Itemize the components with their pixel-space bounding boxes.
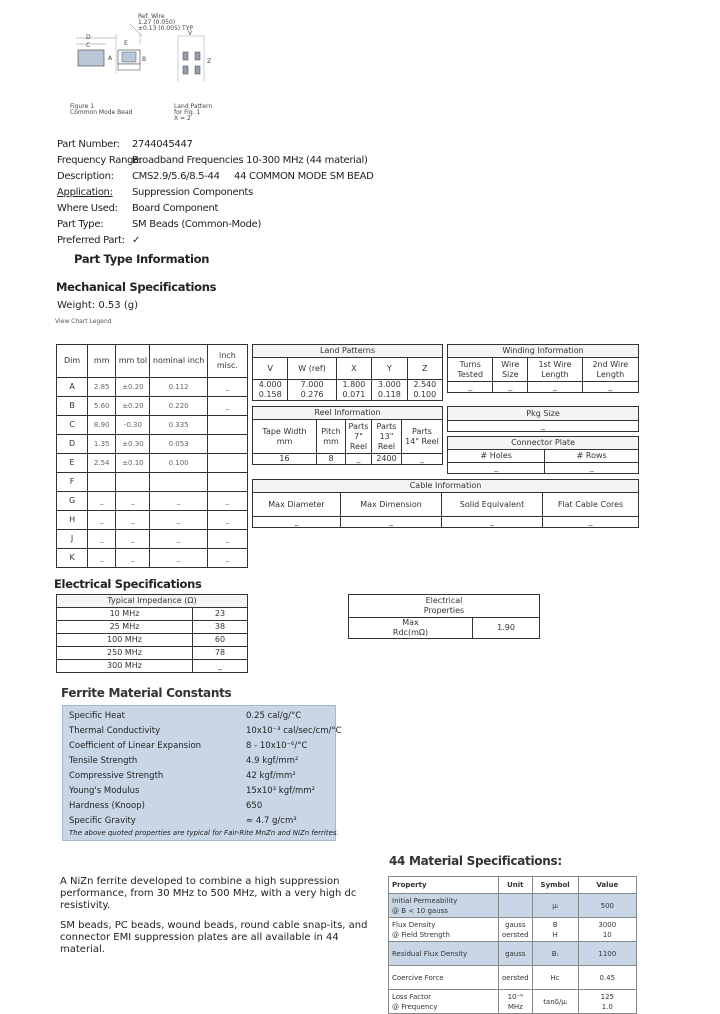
ferrite-property-value: 15x10³ kgf/mm² [246, 786, 315, 796]
material-symbol [532, 942, 578, 966]
reel-header-pitch: Pitch mm [317, 420, 346, 454]
preferred-part-label: Preferred Part: [57, 235, 125, 246]
reel-info-title: Reel Information [253, 407, 443, 420]
dim-header-inch-misc: inch misc. [207, 345, 247, 378]
connector-cell: _ [545, 463, 639, 474]
winding-header-turns: Turns Tested [448, 358, 493, 382]
material-symbol-line: μᵢ [552, 901, 558, 910]
mat-header-value: Value [578, 877, 636, 894]
mat-header-unit: Unit [499, 877, 533, 894]
mat-header-symbol: Symbol [532, 877, 578, 894]
material-unit-line: gauss [505, 949, 526, 958]
connector-cell: _ [448, 463, 545, 474]
dim-cell: -0.30 [116, 416, 150, 435]
material-unit-line: gauss [505, 920, 526, 929]
ferrite-property-value: 650 [246, 801, 263, 811]
material-unit-line: 10⁻⁶ [507, 992, 524, 1001]
ferrite-property-label: Thermal Conductivity [69, 726, 161, 736]
dim-row [57, 511, 248, 530]
connector-plate-title: Connector Plate [448, 437, 639, 450]
dim-cell: _ [207, 549, 247, 568]
material-value [578, 894, 636, 918]
material-symbol [532, 990, 578, 1014]
winding-header-1st-wire: 1st Wire Length [528, 358, 583, 382]
material-44-table [388, 876, 637, 1014]
material-symbol [532, 918, 578, 942]
dim-cell: _ [150, 492, 207, 511]
cable-cell: _ [253, 517, 341, 528]
impedance-frequency: 300 MHz [57, 660, 193, 673]
dim-cell [207, 435, 247, 454]
impedance-value: 23 [193, 608, 248, 621]
dim-cell: _ [116, 511, 150, 530]
ferrite-property-label: Compressive Strength [69, 771, 164, 781]
material-property [389, 918, 499, 942]
dim-cell: _ [88, 549, 116, 568]
land-header-y: Y [372, 358, 407, 380]
impedance-value: 78 [193, 647, 248, 660]
material-symbol-line: tanδ/μᵢ [543, 997, 568, 1006]
dim-cell: ±0.20 [116, 378, 150, 397]
winding-cell: _ [528, 382, 583, 393]
dim-cell: 0.220 [150, 397, 207, 416]
material-value-line: 10 [602, 930, 612, 939]
dim-row [57, 492, 248, 511]
figure-label-b: B [142, 56, 147, 63]
material-symbol [532, 894, 578, 918]
preferred-part-check-icon: ✓ [132, 235, 141, 246]
figure-caption-right-line3: X = 2 [174, 115, 191, 122]
dim-cell: _ [116, 549, 150, 568]
material-symbol-line: Bᵣ [551, 949, 559, 958]
figure-caption-right-line2: for Fig. 1 [174, 109, 201, 116]
dim-cell [88, 473, 116, 492]
dim-letter: A [57, 378, 88, 397]
material-row [389, 894, 637, 918]
nizn-description-paragraph: A NiZn ferrite developed to combine a high suppression performance, from 30 MHz to 500 MHz, with a very high dc resistivity. [60, 876, 357, 911]
reel-header-13in: Parts 13" Reel [372, 420, 402, 454]
winding-header-wire-size: Wire Size [493, 358, 528, 382]
impedance-table [56, 594, 248, 673]
dim-row [57, 549, 248, 568]
impedance-row [57, 634, 248, 647]
ferrite-property-value: ≈ 4.7 g/cm³ [246, 816, 297, 826]
impedance-row [57, 621, 248, 634]
land-patterns-title: Land Patterns [253, 345, 443, 358]
dim-cell: 2.85 [88, 378, 116, 397]
mechanical-heading: Mechanical Specifications [56, 280, 217, 294]
material-unit-line: oersted [502, 973, 529, 982]
cable-cell: _ [341, 517, 442, 528]
ferrite-note: The above quoted properties are typical for Fair-Rite MnZn and NiZn ferrites. [69, 829, 339, 837]
material-value-line: 1.0 [601, 1002, 613, 1011]
dim-letter: J [57, 530, 88, 549]
dim-cell: 1.35 [88, 435, 116, 454]
dim-cell: _ [88, 511, 116, 530]
max-rdc-value: 1.90 [473, 618, 540, 639]
dim-cell: _ [150, 530, 207, 549]
land-cell: 1.800 0.071 [336, 380, 371, 401]
figure-label-ref-wire: Ref. Wire [138, 13, 165, 20]
ferrite-property-value: 4.9 kgf/mm² [246, 756, 299, 766]
material-property [389, 894, 499, 918]
impedance-frequency: 100 MHz [57, 634, 193, 647]
part-type-label: Part Type: [57, 219, 104, 230]
material-value-line: 500 [600, 901, 614, 910]
dim-cell [116, 473, 150, 492]
material-table-clip [388, 876, 637, 1011]
weight-text: Weight: 0.53 (g) [57, 300, 138, 311]
figure-label-wire-tol: ±0.13 (0.005) TYP [138, 25, 194, 32]
dim-cell: 5.60 [88, 397, 116, 416]
part-number-label: Part Number: [57, 139, 120, 150]
dim-letter: F [57, 473, 88, 492]
figure-label-wire-width: 1.27 (0.050) [138, 19, 176, 26]
material-property-line: Residual Flux Density [392, 949, 468, 958]
material-property-line: Loss Factor [392, 992, 432, 1001]
dim-row [57, 473, 248, 492]
frequency-range-value: Broadband Frequencies 10-300 MHz (44 material) [132, 155, 368, 166]
material-value [578, 966, 636, 990]
figure-label-z: Z [207, 58, 212, 65]
dim-letter: D [57, 435, 88, 454]
dim-header-dim: Dim [57, 345, 88, 378]
land-header-z: Z [407, 358, 442, 380]
material-row [389, 990, 637, 1014]
dim-letter: E [57, 454, 88, 473]
cable-cell: _ [543, 517, 639, 528]
impedance-row [57, 660, 248, 673]
ferrite-property-label: Tensile Strength [69, 756, 138, 766]
connector-plate-table [447, 436, 639, 474]
part-number-value: 2744045447 [132, 139, 193, 150]
where-used-value: Board Component [132, 203, 219, 214]
material-property [389, 966, 499, 990]
material-value-line: 3000 [598, 920, 617, 929]
dim-cell: _ [207, 511, 247, 530]
material-unit [499, 918, 533, 942]
cable-cell: _ [442, 517, 543, 528]
where-used-label: Where Used: [57, 203, 118, 214]
material-unit [499, 966, 533, 990]
electrical-properties-table [348, 594, 540, 639]
impedance-frequency: 250 MHz [57, 647, 193, 660]
winding-header-2nd-wire: 2nd Wire Length [582, 358, 638, 382]
material-value-line: 125 [600, 992, 614, 1001]
max-rdc-label [349, 618, 473, 639]
reel-cell: 16 [253, 454, 317, 465]
dim-letter: H [57, 511, 88, 530]
cable-header-solid-equivalent: Solid Equivalent [442, 493, 543, 517]
impedance-title: Typical Impedance (Ω) [57, 595, 248, 608]
dim-cell [207, 416, 247, 435]
ferrite-property-label: Specific Gravity [69, 816, 136, 826]
dim-row [57, 416, 248, 435]
land-header-v: V [253, 358, 288, 380]
dim-cell [150, 473, 207, 492]
ferrite-property-label: Young's Modulus [69, 786, 140, 796]
dim-cell: 0.335 [150, 416, 207, 435]
cable-header-max-dimension: Max Dimension [341, 493, 442, 517]
figure-caption-right [174, 104, 212, 122]
dim-cell [207, 473, 247, 492]
dim-cell: _ [207, 378, 247, 397]
material-property-line: Coercive Force [392, 973, 444, 982]
reel-header-14in: Parts 14" Reel [402, 420, 443, 454]
electrical-properties-title-text: Electrical Properties [423, 596, 465, 615]
winding-info-title: Winding Information [448, 345, 639, 358]
view-chart-legend-link[interactable]: View Chart Legend [55, 318, 112, 325]
winding-cell: _ [448, 382, 493, 393]
impedance-row [57, 647, 248, 660]
winding-info-table [447, 344, 639, 393]
dim-cell: ±0.20 [116, 397, 150, 416]
material-property-line: @ Field Strength [392, 930, 450, 939]
reel-cell: 2400 [372, 454, 402, 465]
dim-cell: _ [88, 492, 116, 511]
material-row [389, 966, 637, 990]
material-property-line: Initial Permeability [392, 896, 458, 905]
land-cell: 4.000 0.158 [253, 380, 288, 401]
figure-caption-left-line1: Figure 1 [70, 103, 95, 110]
ferrite-property-value: 0.25 cal/g/°C [246, 711, 302, 721]
figure-caption-left [70, 104, 132, 116]
cable-header-flat-cable-cores: Flat Cable Cores [543, 493, 639, 517]
material-property-line: @ Frequency [392, 1002, 438, 1011]
dimensions-table [56, 344, 248, 568]
connector-header-rows: # Rows [545, 450, 639, 463]
land-cell: 2.540 0.100 [407, 380, 442, 401]
dim-letter: C [57, 416, 88, 435]
dim-cell: ±0.30 [116, 435, 150, 454]
connector-header-holes: # Holes [448, 450, 545, 463]
cable-header-max-diameter: Max Diameter [253, 493, 341, 517]
dim-cell: _ [150, 511, 207, 530]
land-cell: 7.000 0.276 [288, 380, 336, 401]
material-property [389, 990, 499, 1014]
dim-letter: K [57, 549, 88, 568]
material-unit-line: oersted [502, 930, 529, 939]
dim-row [57, 435, 248, 454]
electrical-heading: Electrical Specifications [54, 577, 202, 591]
dim-header-nominal-inch: nominal inch [150, 345, 207, 378]
material-unit [499, 942, 533, 966]
dim-cell: ±0.10 [116, 454, 150, 473]
material-row [389, 918, 637, 942]
material-unit-line: MHz [507, 1002, 523, 1011]
material-symbol-line: B H [552, 920, 558, 939]
dim-cell: _ [150, 549, 207, 568]
material-property [389, 942, 499, 966]
material-unit [499, 990, 533, 1014]
dim-cell: 2.54 [88, 454, 116, 473]
impedance-value: 60 [193, 634, 248, 647]
material-row [389, 942, 637, 966]
material-44-heading: 44 Material Specifications: [389, 854, 562, 868]
dim-cell: _ [116, 492, 150, 511]
material-value [578, 990, 636, 1014]
ferrite-property-label: Coefficient of Linear Expansion [69, 741, 202, 751]
figure-label-e: E [124, 40, 128, 47]
cable-info-title: Cable Information [253, 480, 639, 493]
material-symbol-line: Hc [550, 973, 560, 982]
ferrite-property-value: 8 - 10x10⁻⁶/°C [246, 741, 308, 751]
dim-letter: B [57, 397, 88, 416]
land-header-w: W (ref) [288, 358, 336, 380]
dim-cell: 0.100 [150, 454, 207, 473]
dim-cell: _ [88, 530, 116, 549]
cable-info-table [252, 479, 639, 528]
description-value: CMS2.9/5.6/8.5-44 44 COMMON MODE SM BEAD [132, 171, 374, 182]
material-value-line: 1100 [598, 949, 617, 958]
dimension-drawing [70, 14, 220, 124]
material-unit [499, 894, 533, 918]
dim-cell: 0.112 [150, 378, 207, 397]
dim-letter: G [57, 492, 88, 511]
figure-caption-right-line1: Land Pattern [174, 103, 213, 110]
reel-header-7in: Parts 7" Reel [346, 420, 372, 454]
winding-cell: _ [582, 382, 638, 393]
dim-cell: _ [207, 492, 247, 511]
material-value [578, 942, 636, 966]
reel-header-tape-width: Tape Width mm [253, 420, 317, 454]
ferrite-constants-panel [62, 705, 342, 841]
reel-info-table [252, 406, 443, 465]
ferrite-property-label: Hardness (Knoop) [69, 801, 145, 811]
impedance-value: 38 [193, 621, 248, 634]
availability-paragraph: SM beads, PC beads, wound beads, round cable snap-its, and connector EMI suppression plates are all available in 44 material. [60, 920, 368, 955]
part-type-value: SM Beads (Common-Mode) [132, 219, 262, 230]
ferrite-property-value: 42 kgf/mm² [246, 771, 296, 781]
application-value: Suppression Components [132, 187, 253, 198]
frequency-range-label: Frequency Range: [57, 155, 143, 166]
ferrite-heading: Ferrite Material Constants [61, 686, 232, 700]
dim-row [57, 397, 248, 416]
dim-row [57, 454, 248, 473]
part-type-heading: Part Type Information [74, 252, 210, 266]
figure-caption-left-line2: Common Mode Bead [70, 109, 133, 116]
dim-cell [207, 454, 247, 473]
land-header-x: X [336, 358, 371, 380]
pkg-size-table [447, 406, 639, 432]
mat-header-property: Property [389, 877, 499, 894]
max-rdc-label-text: Max Rdc(mΩ) [392, 618, 429, 637]
material-property-line: @ B < 10 gauss [392, 906, 448, 915]
material-value [578, 918, 636, 942]
dim-row [57, 378, 248, 397]
dim-row [57, 530, 248, 549]
impedance-value: _ [193, 660, 248, 673]
impedance-frequency: 25 MHz [57, 621, 193, 634]
figure-label-c: C [86, 42, 91, 49]
dim-cell: 8.90 [88, 416, 116, 435]
material-value-line: 0.45 [599, 973, 616, 982]
land-patterns-table [252, 344, 443, 401]
impedance-row [57, 608, 248, 621]
figure-label-d: D [86, 34, 91, 41]
electrical-properties-title [349, 595, 540, 618]
land-cell: 3.000 0.118 [372, 380, 407, 401]
winding-cell: _ [493, 382, 528, 393]
application-link[interactable]: Application: [57, 187, 113, 198]
dim-cell: _ [116, 530, 150, 549]
dim-header-mm-tol: mm tol [116, 345, 150, 378]
material-property-line: Flux Density [392, 920, 436, 929]
dim-cell: 0.053 [150, 435, 207, 454]
dim-cell: _ [207, 397, 247, 416]
pkg-size-title: Pkg Size [448, 407, 639, 421]
dim-cell: _ [207, 530, 247, 549]
figure-label-v: V [188, 30, 193, 37]
pkg-size-value: _ [448, 421, 639, 432]
figure-label-a: A [108, 55, 113, 62]
ferrite-property-value: 10x10⁻³ cal/sec/cm/°C [246, 726, 342, 736]
material-symbol [532, 966, 578, 990]
description-label: Description: [57, 171, 114, 182]
reel-cell: _ [346, 454, 372, 465]
impedance-frequency: 10 MHz [57, 608, 193, 621]
ferrite-property-label: Specific Heat [69, 711, 125, 721]
reel-cell: _ [402, 454, 443, 465]
reel-cell: 8 [317, 454, 346, 465]
dim-header-mm: mm [88, 345, 116, 378]
